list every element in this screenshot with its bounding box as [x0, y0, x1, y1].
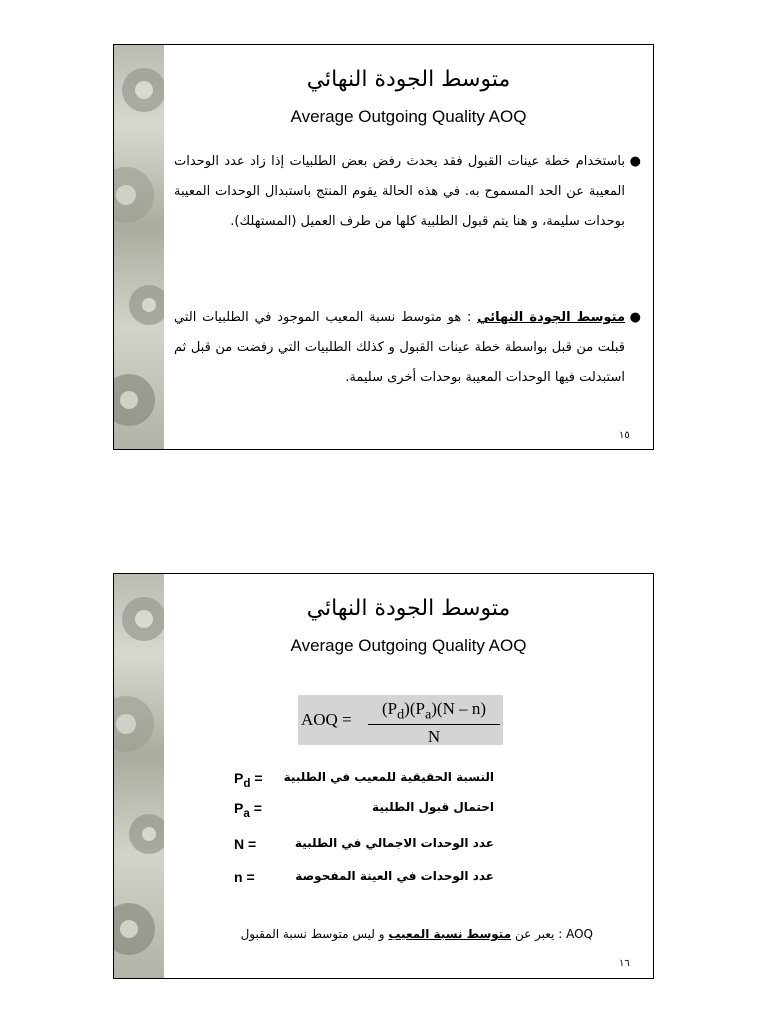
slide-title-arabic: متوسط الجودة النهائي: [306, 596, 511, 621]
bullet-dot-icon: ●: [629, 154, 641, 169]
formula-lhs: AOQ =: [301, 710, 352, 729]
page-number: ١٥: [619, 430, 630, 441]
definition-symbol: N =: [234, 836, 257, 852]
defined-term: متوسط الجودة النهائي: [477, 310, 625, 325]
bullet-paragraph-2: [174, 303, 639, 393]
aoq-note: AOQ : يعبر عن متوسط نسبة المعيب و ليس متوسط نسبة المقبول: [240, 927, 593, 941]
definition-row: [234, 869, 494, 889]
definition-description: احتمال قبول الطلبية: [372, 800, 494, 814]
definition-row: [234, 800, 494, 820]
definition-description: عدد الوحدات في العينة المفحوصة: [295, 869, 494, 883]
gear-icon: [114, 45, 164, 449]
bullet-dot-icon: ●: [629, 310, 641, 325]
gear-decoration-strip: [114, 45, 164, 449]
definition-text: : هو متوسط نسبة المعيب الموجود في الطلبيات التي قبلت من قبل بواسطة خطة عينات القبول و كذلك الطلبيات التي رفضت من قبل ثم استبدلت فيها الوحدات المعيبة بوحدات أخرى سليمة.: [174, 310, 625, 385]
definition-symbol: n =: [234, 869, 255, 885]
formula-denominator: N: [427, 727, 441, 747]
slide-16: [113, 573, 654, 979]
formula-fraction: [368, 699, 500, 747]
definition-row: [234, 836, 494, 856]
bullet-text: باستخدام خطة عينات القبول فقد يحدث رفض بعض الطلبيات إذا زاد عدد الوحدات المعيبة عن الحد المسموح به. في هذه الحالة يقوم المنتج باستبدال الوحدات المعيبة بوحدات سليمة، و هنا يتم قبول الطلبية كلها من طرف العميل (المستهلك).: [174, 154, 625, 229]
definition-description: عدد الوحدات الاجمالي في الطلبية: [294, 836, 494, 850]
gear-icon: [114, 574, 164, 978]
slide-title-arabic: متوسط الجودة النهائي: [306, 67, 511, 92]
definition-row: [234, 770, 494, 790]
definition-description: النسبة الحقيقية للمعيب في الطلبية: [283, 770, 494, 784]
gear-decoration-strip: [114, 574, 164, 978]
slide-title-english: Average Outgoing Quality AOQ: [290, 107, 527, 126]
bullet-paragraph-1: [174, 147, 639, 237]
formula-numerator: $(P_d)(P_a)(N - n)$: [368, 699, 500, 725]
aoq-formula: [298, 695, 503, 745]
definition-symbol: $P_a$ =: [234, 800, 262, 820]
definition-symbol: $P_d$ =: [234, 770, 263, 790]
note-term: متوسط نسبة المعيب: [388, 927, 512, 941]
slide-title-english: Average Outgoing Quality AOQ: [290, 636, 527, 655]
slide-15: [113, 44, 654, 450]
page-number: ١٦: [619, 958, 630, 969]
